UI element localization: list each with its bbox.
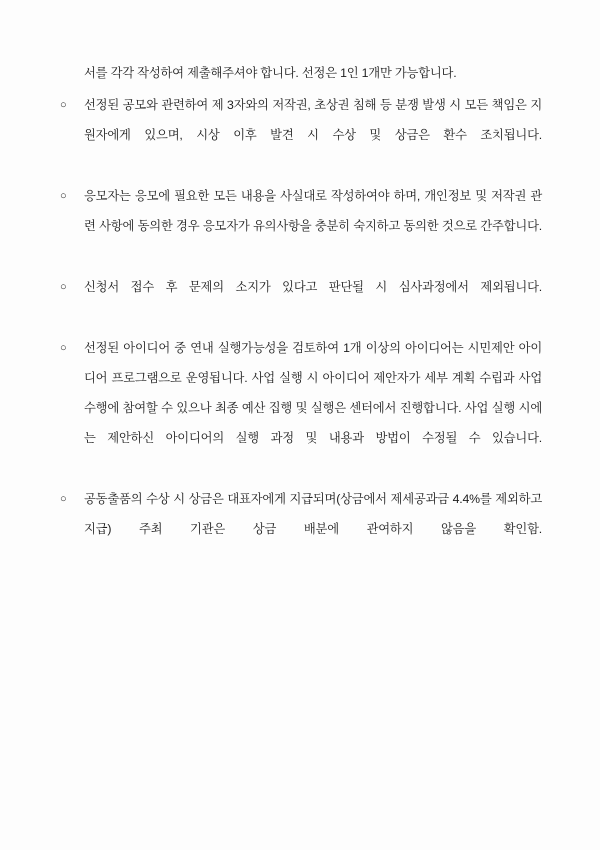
list-item-text: 응모자는 응모에 필요한 모든 내용을 사실대로 작성하여야 하며, 개인정보 및 저작권 관련 사항에 동의한 경우 응모자가 유의사항을 충분히 숙지하고 동의한 것으로 간주합니다. [84, 189, 542, 233]
list-item [58, 181, 542, 271]
bullet-marker-icon: ○ [60, 281, 67, 293]
list-item [58, 90, 542, 180]
bullet-marker-icon: ○ [60, 493, 67, 505]
bullet-marker-icon: ○ [60, 99, 67, 111]
notice-list [58, 90, 542, 574]
list-item-text: 선정된 아이디어 중 연내 실행가능성을 검토하여 1개 이상의 아이디어는 시민제안 아이디어 프로그램으로 운영됩니다. 사업 실행 시 아이디어 제안자가 세부 계획 수립과 사업 수행에 참여할 수 있으나 최종 예산 집행 및 실행은 센터에서 진행합니다. 사업 실행 시에는 제안하신 아이디어의 실행 과정 및 내용과 방법이 수정될 수 있습니다. [84, 341, 542, 445]
list-item [58, 484, 542, 574]
list-item-text: 신청서 접수 후 문제의 소지가 있다고 판단될 시 심사과정에서 제외됩니다. [84, 280, 542, 294]
document-body [58, 58, 542, 574]
list-item-text: 선정된 공모와 관련하여 제 3자와의 저작권, 초상권 침해 등 분쟁 발생 시 모든 책임은 지원자에게 있으며, 시상 이후 발견 시 수상 및 상금은 환수 조치됩니다. [84, 98, 542, 142]
bullet-marker-icon: ○ [60, 342, 67, 354]
list-item [58, 272, 542, 332]
list-item-text: 공동출품의 수상 시 상금은 대표자에게 지급되며(상금에서 제세공과금 4.4%를 제외하고 지급) 주최 기관은 상금 배분에 관여하지 않음을 확인함. [84, 492, 542, 536]
bullet-marker-icon: ○ [60, 190, 67, 202]
continuation-paragraph: 서를 각각 작성하여 제출해주셔야 합니다. 선정은 1인 1개만 가능합니다. [84, 66, 457, 80]
list-item [58, 333, 542, 483]
